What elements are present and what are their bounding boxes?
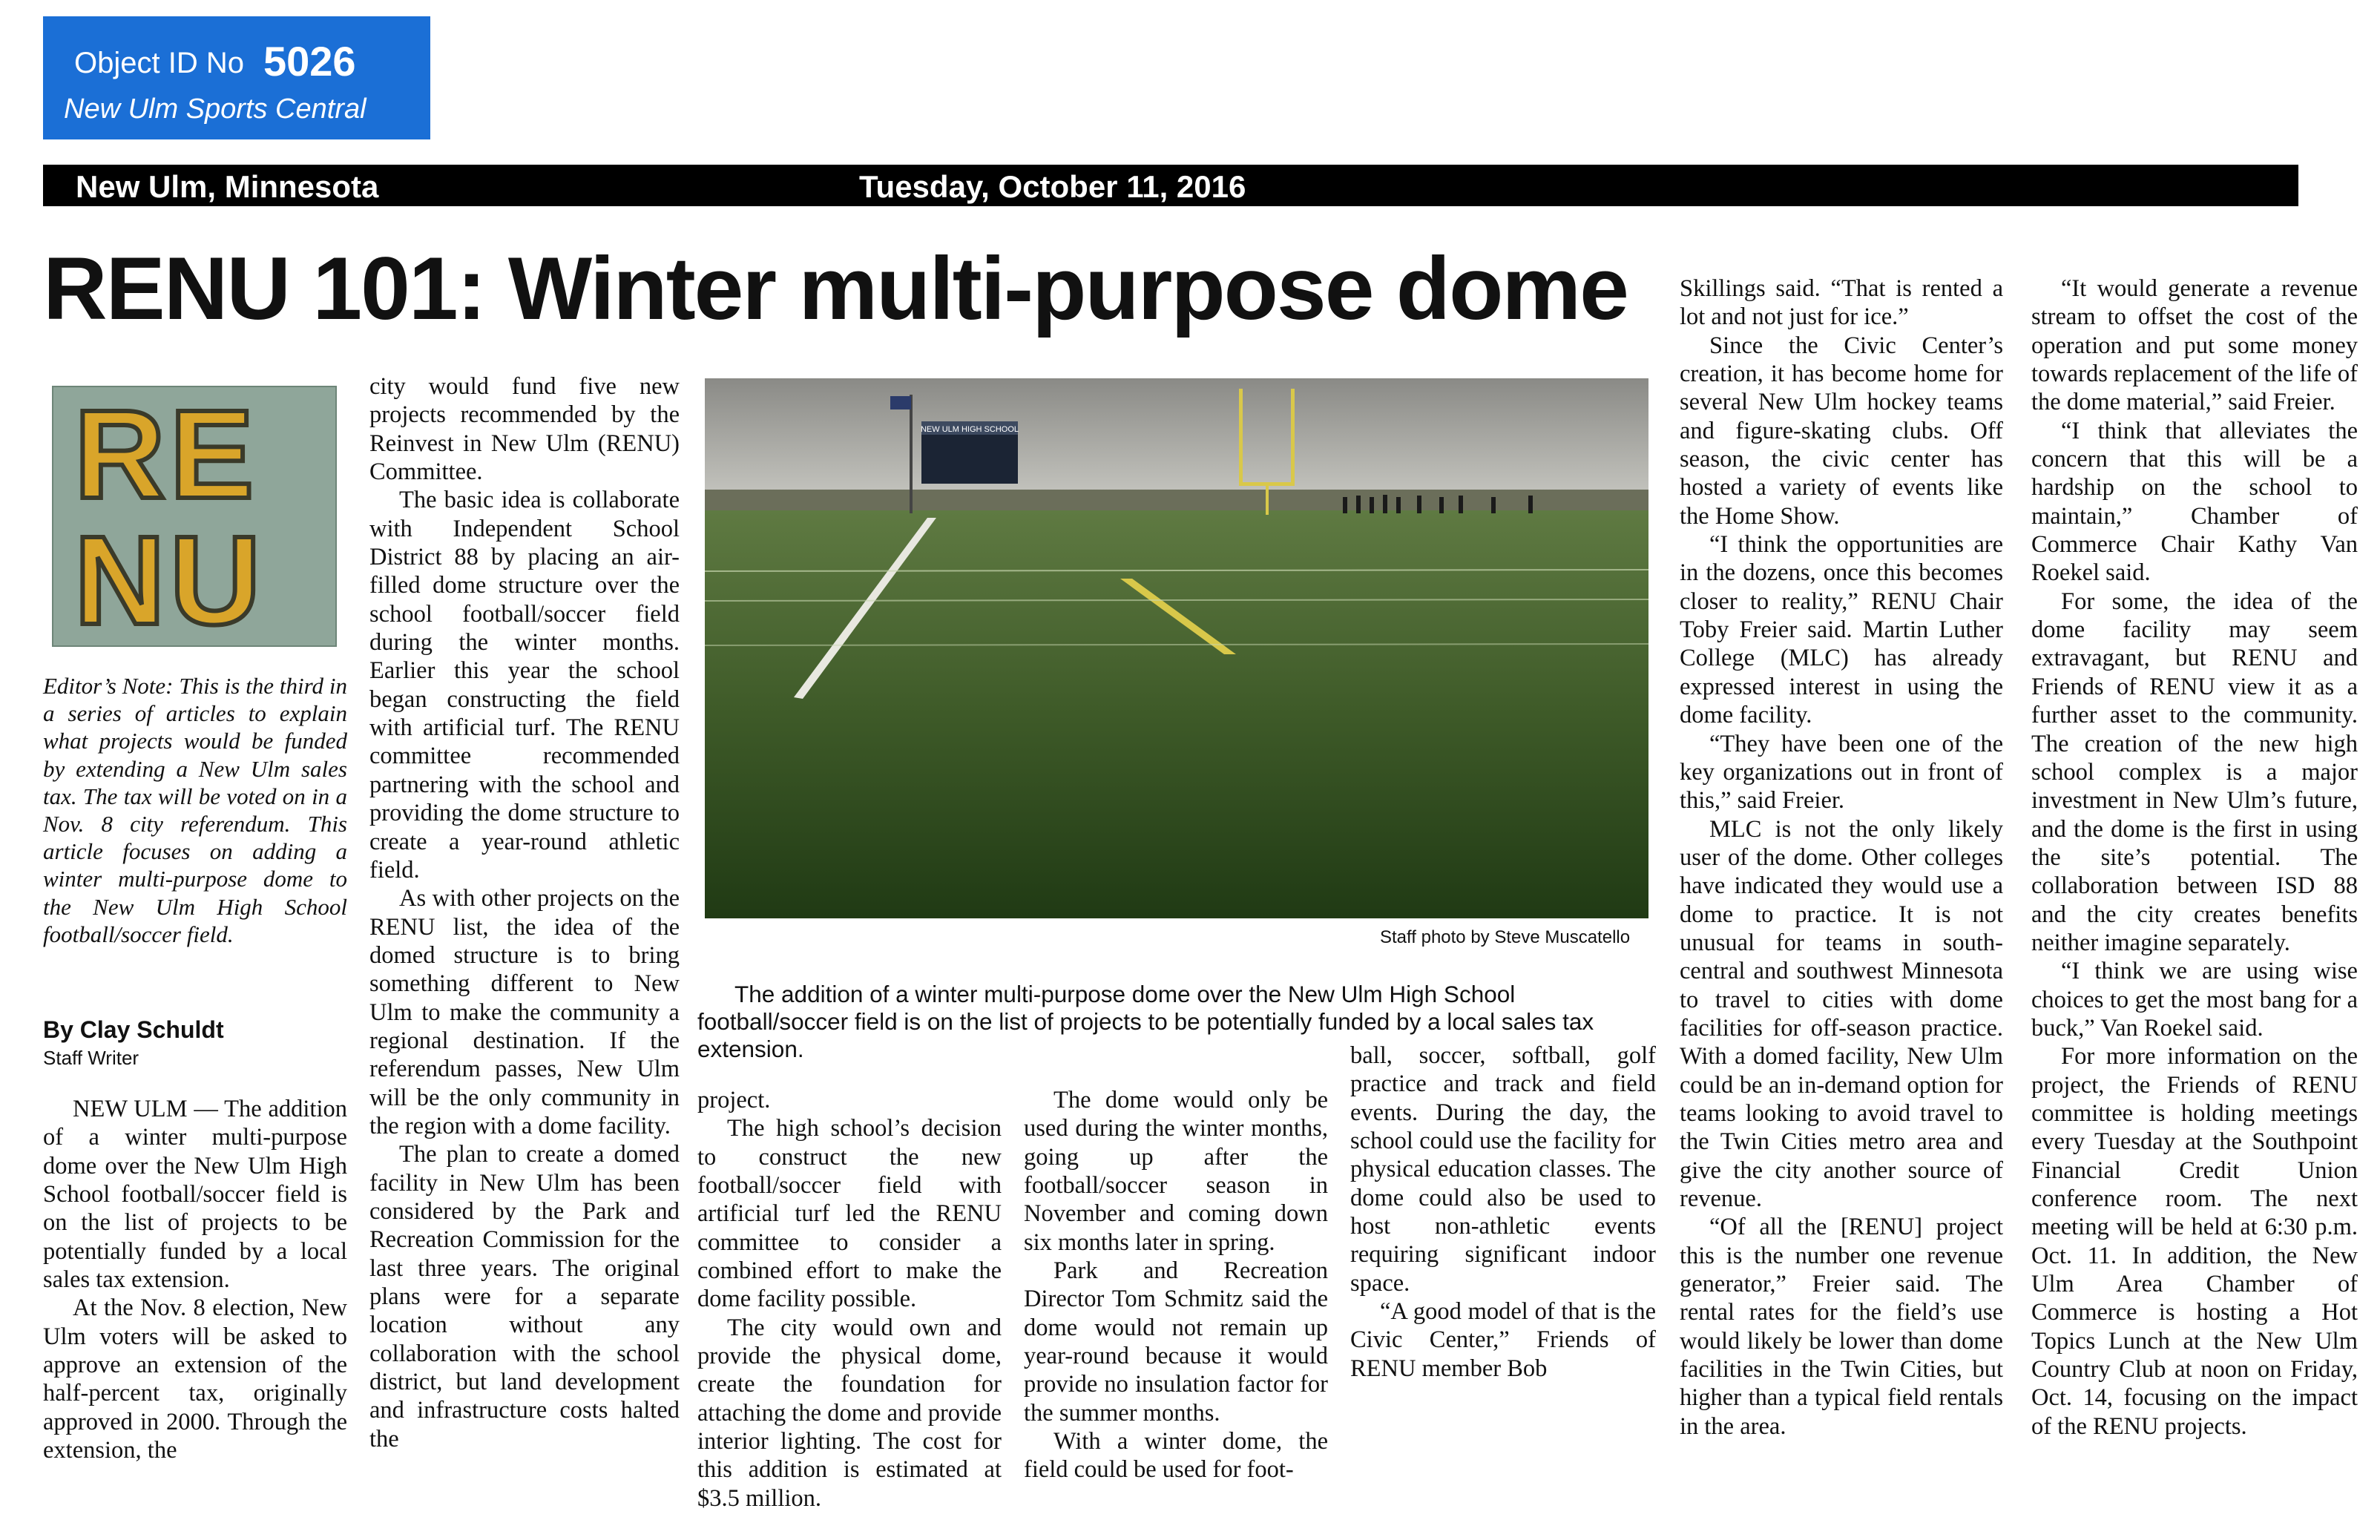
paragraph: “It would generate a revenue stream to offset the cost of the operation and put some money towards replacement of the life of the dome material,” said Freier.: [2031, 275, 2358, 416]
paragraph: For more information on the project, the Friends of RENU committee is holding meetings every Tuesday at the Southpoint Financial Credit Union conference room. The next meeting will be held at 6:30 p.m. Oct. 11. In addition, the New Ulm Area Chamber of Commerce is hosting a Hot Topics Lunch at the New Ulm Country Club at noon on Friday, Oct. 14, focusing on the impact of the RENU projects.: [2031, 1043, 2358, 1440]
paragraph: Park and Recreation Director Tom Schmitz said the dome would not remain up year-round because it would provide no insulation factor for the summer months.: [1024, 1257, 1328, 1427]
object-id-number: 5026: [263, 38, 356, 85]
object-id-label: Object ID No 5026: [74, 38, 356, 85]
byline: [43, 1016, 224, 1070]
field-photo: [705, 378, 1648, 918]
paragraph: The high school’s decision to construct the new football/soccer field with artificial turf led the RENU committee to consider a combined effort to make the dome facility possible.: [697, 1115, 1002, 1313]
article-column-6: [1680, 274, 2003, 1441]
paragraph: “Of all the [RENU] project this is the number one revenue generator,” Freier said. The rental rates for the field’s use would likely be lower than dome facilities in the Twin Cities, but higher than a typical field rentals in the area.: [1680, 1214, 2003, 1440]
byline-role: Staff Writer: [43, 1047, 139, 1069]
article-column-1: [43, 1095, 347, 1464]
paragraph: Skillings said. “That is rented a lot and not just for ice.”: [1680, 275, 2003, 331]
article-column-7: [2031, 274, 2358, 1441]
object-id-tag: [43, 16, 430, 139]
paragraph: NEW ULM — The addition of a winter multi-purpose dome over the New Ulm High School football/soccer field is on the list of projects to be potentially funded by a local sales tax extension.: [43, 1096, 347, 1294]
byline-name: By Clay Schuldt: [43, 1016, 224, 1043]
field-photo-svg: [705, 378, 1648, 918]
paragraph: “They have been one of the key organizations out in front of this,” said Freier.: [1680, 730, 2003, 815]
paragraph: project.: [697, 1087, 771, 1113]
paragraph: As with other projects on the RENU list, the idea of the domed structure is to bring something different to New Ulm to make the community a regional destination. If the referendum passes, New Ulm will be the only community in the region with a dome facility.: [369, 885, 680, 1139]
paragraph: Since the Civic Center’s creation, it has become home for several New Ulm hockey teams and figure-skating clubs. Off season, the civic center has hosted a variety of events like the Home Show.: [1680, 332, 2003, 530]
renu-logo-image: [52, 384, 337, 651]
paragraph: The city would own and provide the physical dome, create the foundation for attaching the dome and provide interior lighting. The cost for this addition is estimated at $3.5 million.: [697, 1314, 1002, 1512]
headline: RENU 101: Winter multi-purpose dome: [43, 239, 1628, 338]
paragraph: “A good model of that is the Civic Center,” Friends of RENU member Bob: [1350, 1298, 1656, 1382]
paragraph: The plan to create a domed facility in New Ulm has been considered by the Park and Recreation Commission for the last three years. The original plans were for a separate location without any collaboration with the school district, but land development and infrastructure costs halted the: [369, 1141, 680, 1452]
photo-credit: Staff photo by Steve Muscatello: [1380, 927, 1631, 947]
paragraph: “I think we are using wise choices to get the most bang for a buck,” Van Roekel said.: [2031, 958, 2358, 1042]
paragraph: “I think the opportunities are in the dozens, once this becomes closer to reality,” RENU Chair Toby Freier said. Martin Luther College (MLC) has already expressed interest in using the dome facility.: [1680, 531, 2003, 729]
dateline-date: Tuesday, October 11, 2016: [859, 169, 1246, 204]
paragraph: city would fund five new projects recommended by the Reinvest in New Ulm (RENU) Committee.: [369, 373, 680, 486]
paragraph: ball, soccer, softball, golf practice and track and field events. During the day, the school could use the facility for physical education classes. The dome could also be used to host non-athletic events requiring significant indoor space.: [1350, 1042, 1656, 1297]
paragraph: With a winter dome, the field could be used for foot-: [1024, 1428, 1328, 1484]
scoreboard-label: NEW ULM HIGH SCHOOL: [920, 425, 1019, 434]
paragraph: For some, the idea of the dome facility may seem extravagant, but RENU and Friends of RENU view it as a further asset to the community. The creation of the new high school complex is a major investment in New Ulm’s future, and the dome is the first in using the site’s potential. The collaboration between ISD 88 and the city creates benefits neither imagine separately.: [2031, 588, 2358, 956]
renu-logo-line2: NU: [74, 510, 266, 651]
dateline-bar: [43, 165, 2298, 206]
dateline-city: New Ulm, Minnesota: [76, 169, 379, 204]
paragraph: The dome would only be used during the winter months, going up after the football/soccer season in November and coming down six months later in spring.: [1024, 1087, 1328, 1256]
paragraph: MLC is not the only likely user of the dome. Other colleges have indicated they would use a dome to practice. It is not unusual for teams in south-central and southwest Minnesota to travel to cities with dome facilities for off-season practice. With a domed facility, New Ulm could be an in-demand option for teams looking to avoid travel to the Twin Cities metro area and give the city another source of revenue.: [1680, 815, 2003, 1212]
renu-logo-line1: RE: [74, 384, 259, 525]
photo-caption-text: The addition of a winter multi-purpose dome over the New Ulm High School football/soccer field is on the list of projects to be potentially funded by a local sales tax extension.: [697, 981, 1594, 1063]
paragraph: “I think that alleviates the concern that this will be a hardship on the school to maintain,” Chamber of Commerce Chair Kathy Van Roekel said.: [2031, 417, 2358, 587]
source-label: New Ulm Sports Central: [64, 93, 366, 125]
article-column-5: [1350, 1042, 1656, 1383]
article-column-4: [1024, 1086, 1328, 1484]
article-column-3: [697, 1086, 1002, 1513]
paragraph: The basic idea is collaborate with Independent School District 88 by placing an air-filled dome structure over the school football/soccer field during the winter months. Earlier this year the school began constructing the field with artificial turf. The RENU committee recommended partnering with the school and providing the dome structure to create a year-round athletic field.: [369, 487, 680, 883]
article-column-2: [369, 372, 680, 1453]
editor-note: Editor’s Note: This is the third in a series of articles to explain what projects would be funded by extending a New Ulm sales tax. The tax will be voted on in a Nov. 8 city referendum. This article focuses on adding a winter multi-purpose dome to the New Ulm High School football/soccer field.: [43, 673, 347, 947]
paragraph: At the Nov. 8 election, New Ulm voters will be asked to approve an extension of the half-percent tax, originally approved in 2000. Through the extension, the: [43, 1294, 347, 1464]
